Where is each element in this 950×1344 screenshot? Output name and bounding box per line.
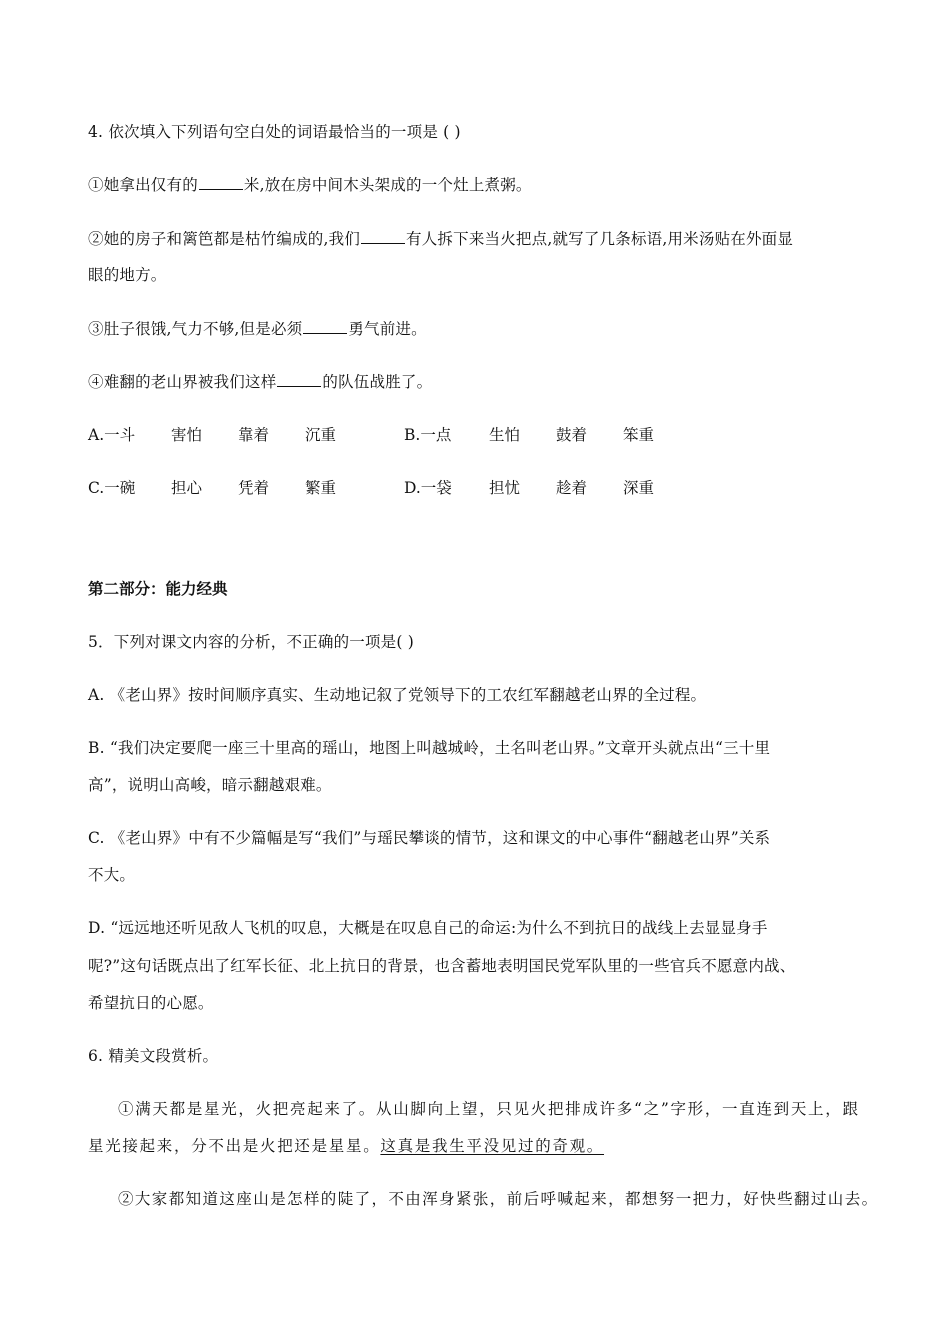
fill-blank [361, 230, 405, 244]
q6-paragraph-2: ②大家都知道这座山是怎样的陡了，不由浑身紧张，前后呼喊起来，都想努一把力，好快些翻过山去。 [118, 1190, 879, 1208]
q4-sentence-1 [88, 173, 532, 195]
underlined-sentence: 这真是我生平没见过的奇观。 [380, 1137, 605, 1155]
option-c-word-4: 繁重 [305, 479, 337, 497]
fill-blank [199, 176, 243, 190]
q5-option-b-line-1[interactable]: B. “我们决定要爬一座三十里高的瑶山，地图上叫越城岭，土名叫老山界。”文章开头就点出“三十里 [88, 739, 771, 757]
option-d-word-1: D.一袋 [404, 479, 452, 497]
q4-s3-text-a: ③肚子很饿,气力不够,但是必须 [88, 320, 303, 338]
option-b-word-1: B.一点 [404, 426, 452, 444]
q5-option-c-line-2[interactable]: 不大。 [88, 866, 136, 884]
q5-stem: 5．下列对课文内容的分析，不正确的一项是( ) [88, 633, 414, 651]
option-b-word-2: 生怕 [489, 426, 521, 444]
option-a-word-2: 害怕 [171, 426, 203, 444]
option-a-word-3: 靠着 [238, 426, 270, 444]
q6-paragraph-1-line-1: ①满天都是星光，火把亮起来了。从山脚向上望，只见火把排成许多“之”字形，一直连到天上，跟 [118, 1100, 860, 1118]
q5-option-d-line-3[interactable]: 希望抗日的心愿。 [88, 994, 214, 1012]
q4-s2-text-b: 有人拆下来当火把点,就写了几条标语,用米汤贴在外面显 [406, 230, 794, 248]
q6-stem: 6. 精美文段赏析。 [88, 1047, 219, 1065]
q4-s4-text-a: ④难翻的老山界被我们这样 [88, 373, 277, 391]
fill-blank [277, 373, 321, 387]
q6-paragraph-1-line-2 [88, 1134, 604, 1156]
option-c-word-1: C.一碗 [88, 479, 136, 497]
option-d-word-4: 深重 [623, 479, 655, 497]
q4-s1-text-a: ①她拿出仅有的 [88, 176, 198, 194]
q4-sentence-3 [88, 317, 427, 339]
q4-s4-text-b: 的队伍战胜了。 [322, 373, 433, 391]
q4-sentence-2 [88, 227, 793, 249]
option-c-word-2: 担心 [171, 479, 203, 497]
q4-s3-text-b: 勇气前进。 [348, 320, 427, 338]
section-title: 第二部分：能力经典 [88, 580, 228, 598]
option-b-word-3: 鼓着 [556, 426, 588, 444]
q6-p1-text: 星光接起来，分不出是火把还是星星。 [88, 1137, 381, 1155]
q5-option-b-line-2[interactable]: 高”，说明山高峻，暗示翻越艰难。 [88, 776, 332, 794]
q4-sentence-4 [88, 370, 432, 392]
q5-option-c-line-1[interactable]: C. 《老山界》中有不少篇幅是写“我们”与瑶民攀谈的情节，这和课文的中心事件“翻越老山界”关系 [88, 829, 771, 847]
q5-option-d-line-2[interactable]: 呢?”这句话既点出了红军长征、北上抗日的背景，也含蓄地表明国民党军队里的一些官兵不愿意内战、 [88, 957, 796, 975]
option-a-word-4: 沉重 [305, 426, 337, 444]
option-a-word-1: A.一斗 [88, 426, 136, 444]
q4-s1-text-b: 米,放在房中间木头架成的一个灶上煮粥。 [243, 176, 532, 194]
fill-blank [303, 320, 347, 334]
option-b-word-4: 笨重 [623, 426, 655, 444]
q4-stem: 4. 依次填入下列语句空白处的词语最恰当的一项是 ( ) [88, 123, 461, 141]
option-c-word-3: 凭着 [238, 479, 270, 497]
q4-s2-text-a: ②她的房子和篱笆都是枯竹编成的,我们 [88, 230, 361, 248]
q4-sentence-2-cont: 眼的地方。 [88, 266, 167, 284]
q5-option-d-line-1[interactable]: D. “远远地还听见敌人飞机的叹息，大概是在叹息自己的命运:为什么不到抗日的战线上去显显身手 [88, 919, 768, 937]
option-d-word-2: 担忧 [489, 479, 521, 497]
q5-option-a[interactable]: A. 《老山界》按时间顺序真实、生动地记叙了党领导下的工农红军翻越老山界的全过程。 [88, 686, 707, 704]
option-d-word-3: 趁着 [556, 479, 588, 497]
